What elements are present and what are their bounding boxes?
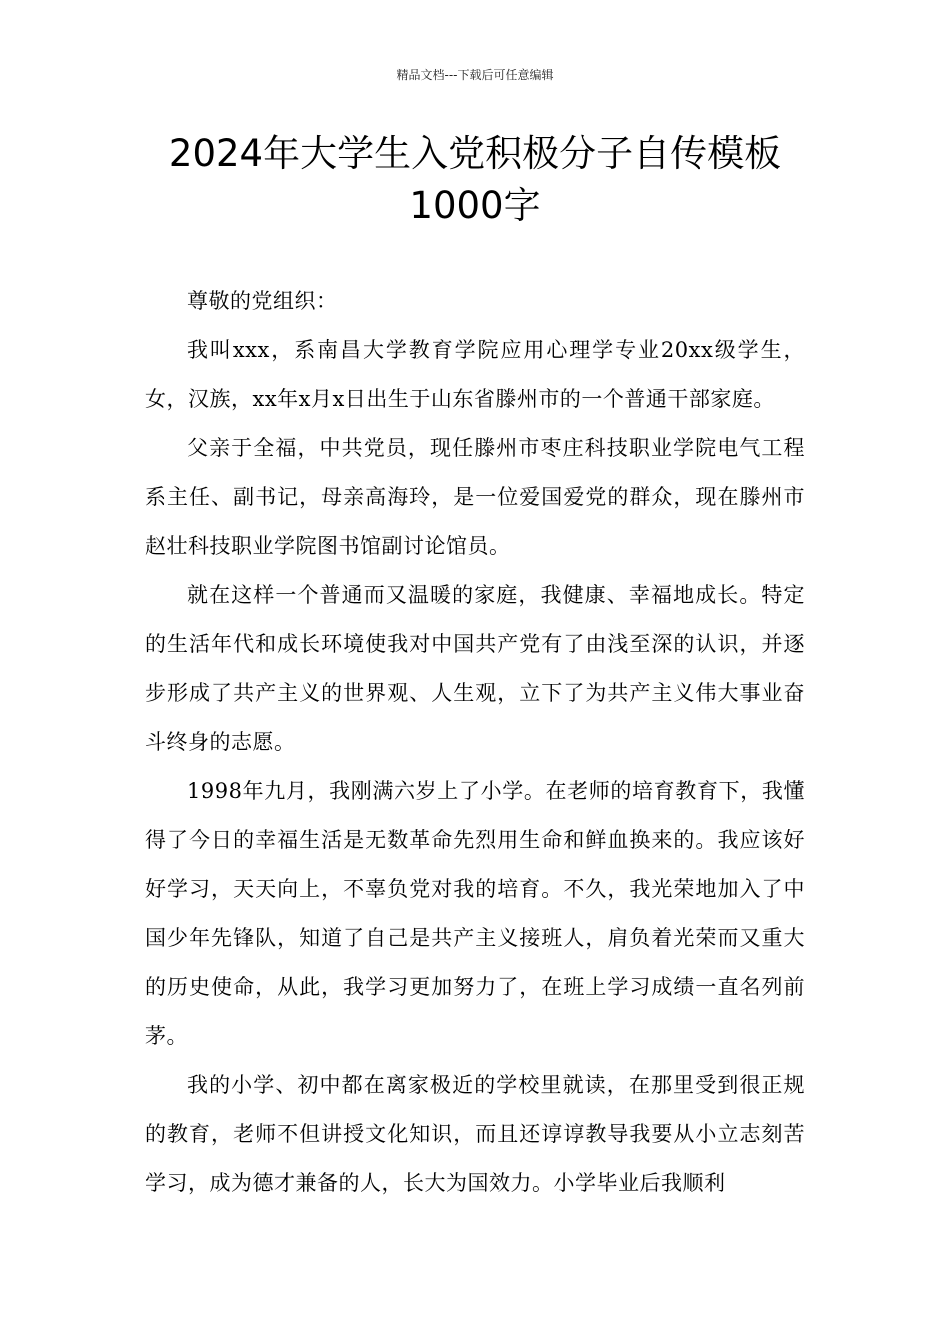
salutation: 尊敬的党组织： — [187, 289, 338, 313]
page-header: 精品文档---下载后可任意编辑 — [396, 68, 554, 82]
paragraph: 我叫xxx，系南昌大学教育学院应用心理学专业20xx级学生，女，汉族，xx年x月x日出生于山东省滕州市的一个普通干部家庭。 — [145, 338, 805, 411]
document-title — [120, 128, 830, 232]
paragraph: 1998年九月，我刚满六岁上了小学。在老师的培育教育下，我懂得了今日的幸福生活是无数革命先烈用生命和鲜血换来的。我应该好好学习，天天向上，不辜负党对我的培育。不久，我光荣地加入了中国少年先锋队，知道了自己是共产主义接班人，肩负着光荣而又重大的历史使命，从此，我学习更加努力了，在班上学习成绩一直名列前茅。 — [145, 779, 805, 1048]
paragraph: 我的小学、初中都在离家极近的学校里就读，在那里受到很正规的教育，老师不但讲授文化知识，而且还谆谆教导我要从小立志刻苦学习，成为德才兼备的人，长大为国效力。小学毕业后我顺利 — [145, 1073, 805, 1195]
title-line-1: 2024年大学生入党积极分子自传模板 — [168, 132, 782, 175]
title-line-2: 1000字 — [409, 184, 541, 227]
paragraph: 就在这样一个普通而又温暖的家庭，我健康、幸福地成长。特定的生活年代和成长环境使我对中国共产党有了由浅至深的认识，并逐步形成了共产主义的世界观、人生观，立下了为共产主义伟大事业奋斗终身的志愿。 — [145, 583, 805, 754]
paragraph: 父亲于全福，中共党员，现任滕州市枣庄科技职业学院电气工程系主任、副书记，母亲高海玲，是一位爱国爱党的群众，现在滕州市赵壮科技职业学院图书馆副讨论馆员。 — [145, 436, 805, 558]
document-body — [145, 277, 805, 1208]
